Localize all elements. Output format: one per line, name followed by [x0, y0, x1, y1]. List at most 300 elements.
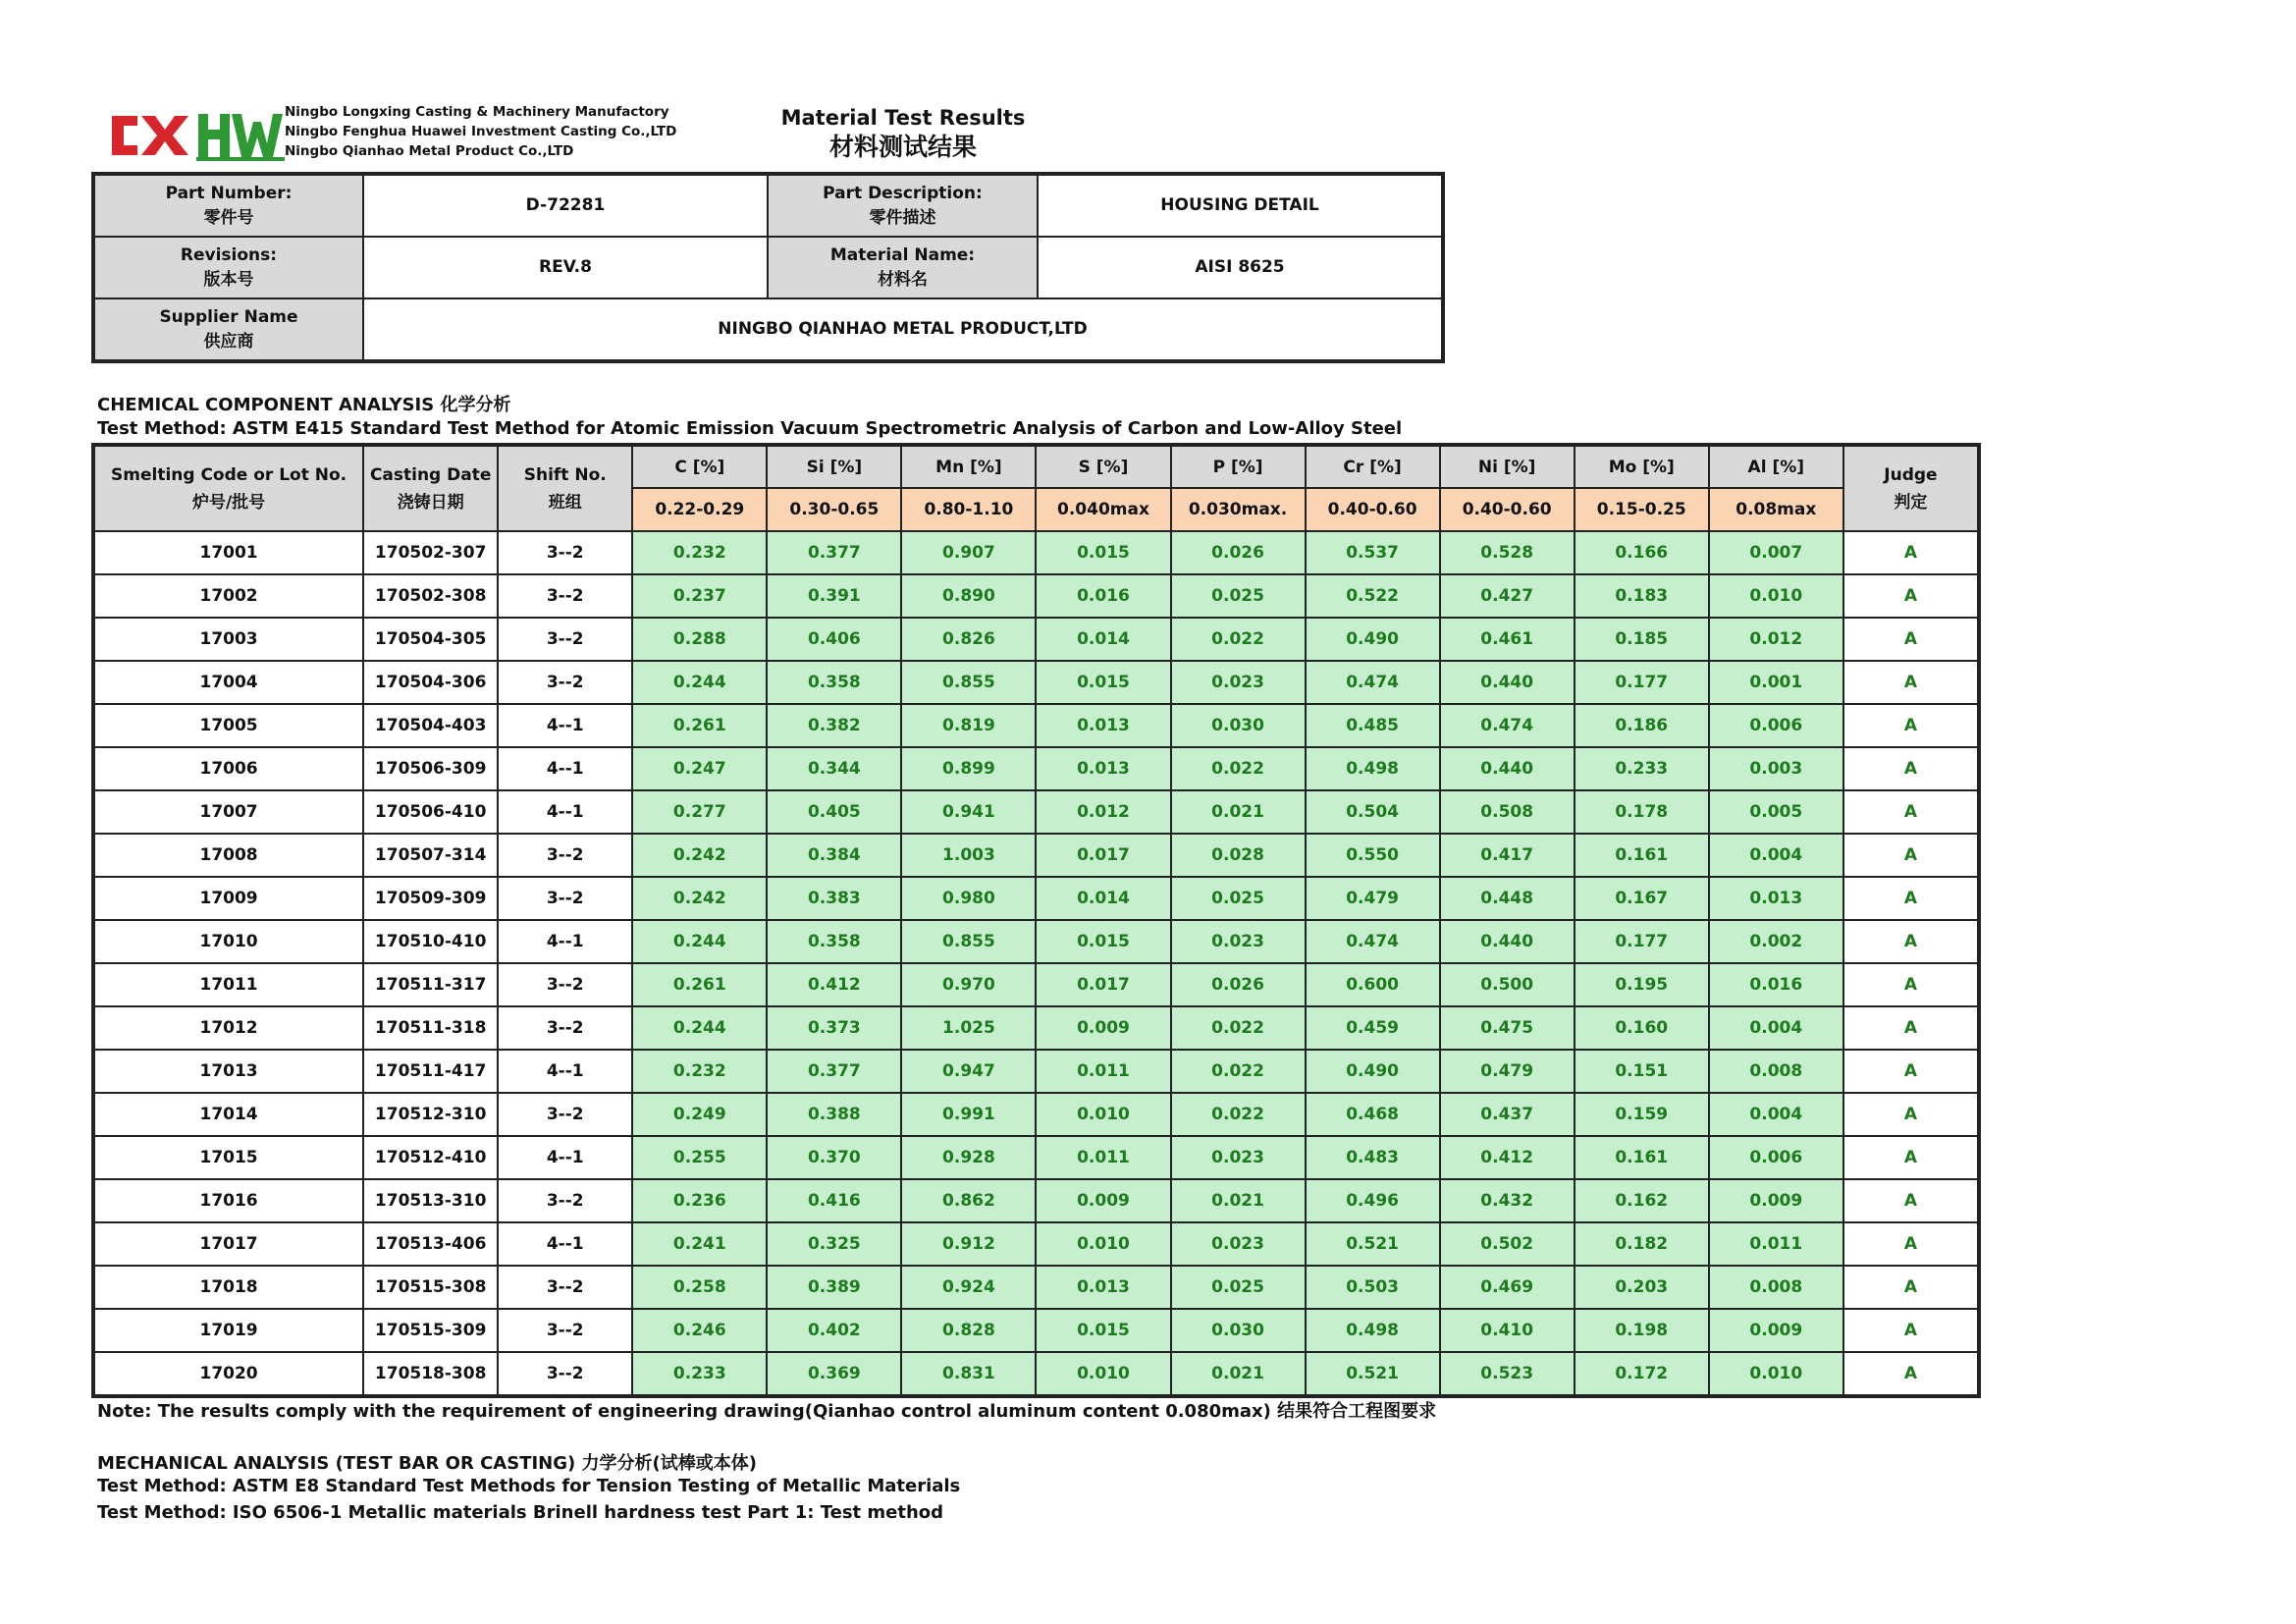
lot-number-cell: 17018 [93, 1266, 363, 1309]
element-value-cell: 0.233 [1575, 747, 1709, 790]
material-name-value: AISI 8625 [1038, 237, 1443, 298]
element-value-cell: 0.237 [632, 574, 767, 618]
element-value-cell: 0.377 [767, 531, 901, 574]
table-row [93, 877, 1979, 920]
element-value-cell: 0.021 [1171, 1179, 1306, 1222]
table-row [93, 1222, 1979, 1266]
element-value-cell: 0.183 [1575, 574, 1709, 618]
table-row [93, 1266, 1979, 1309]
element-value-cell: 0.498 [1306, 1309, 1440, 1352]
table-row [93, 1093, 1979, 1136]
element-value-cell: 0.406 [767, 618, 901, 661]
element-value-cell: 0.232 [632, 1050, 767, 1093]
element-value-cell: 0.023 [1171, 1136, 1306, 1179]
element-value-cell: 0.600 [1306, 963, 1440, 1006]
element-value-cell: 0.831 [901, 1352, 1036, 1396]
judge-cell: A [1843, 1179, 1979, 1222]
casting-date-cell: 170502-308 [363, 574, 498, 618]
element-value-cell: 0.014 [1036, 618, 1170, 661]
element-value-cell: 0.537 [1306, 531, 1440, 574]
element-value-cell: 0.261 [632, 704, 767, 747]
element-value-cell: 0.022 [1171, 618, 1306, 661]
element-value-cell: 0.490 [1306, 1050, 1440, 1093]
lot-number-cell: 17001 [93, 531, 363, 574]
spec-range: 0.030max. [1171, 488, 1306, 531]
lot-number-cell: 17013 [93, 1050, 363, 1093]
element-value-cell: 0.185 [1575, 618, 1709, 661]
element-value-cell: 0.261 [632, 963, 767, 1006]
element-value-cell: 0.015 [1036, 531, 1170, 574]
info-row-supplier [93, 298, 1443, 361]
element-value-cell: 0.440 [1440, 747, 1575, 790]
element-value-cell: 0.388 [767, 1093, 901, 1136]
judge-cell: A [1843, 963, 1979, 1006]
judge-cell: A [1843, 1093, 1979, 1136]
element-value-cell: 0.011 [1709, 1222, 1843, 1266]
casting-date-cell: 170511-417 [363, 1050, 498, 1093]
lot-number-cell: 17008 [93, 834, 363, 877]
element-value-cell: 0.030 [1171, 1309, 1306, 1352]
element-value-cell: 0.030 [1171, 704, 1306, 747]
casting-date-cell: 170504-403 [363, 704, 498, 747]
lot-number-cell: 17016 [93, 1179, 363, 1222]
element-value-cell: 0.013 [1709, 877, 1843, 920]
element-value-cell: 0.474 [1306, 920, 1440, 963]
table-row [93, 790, 1979, 834]
element-value-cell: 0.890 [901, 574, 1036, 618]
table-row [93, 1050, 1979, 1093]
judge-cell: A [1843, 661, 1979, 704]
casting-date-cell: 170512-410 [363, 1136, 498, 1179]
element-value-cell: 0.373 [767, 1006, 901, 1050]
company-name-2: Ningbo Fenghua Huawei Investment Casting Co.,LTD [285, 124, 677, 139]
element-value-cell: 0.242 [632, 877, 767, 920]
element-value-cell: 0.383 [767, 877, 901, 920]
table-row [93, 920, 1979, 963]
element-value-cell: 1.003 [901, 834, 1036, 877]
lot-number-cell: 17005 [93, 704, 363, 747]
element-value-cell: 0.161 [1575, 1136, 1709, 1179]
judge-cell: A [1843, 1266, 1979, 1309]
element-value-cell: 0.377 [767, 1050, 901, 1093]
spec-range: 0.30-0.65 [767, 488, 901, 531]
element-value-cell: 0.461 [1440, 618, 1575, 661]
element-value-cell: 0.899 [901, 747, 1036, 790]
element-value-cell: 0.012 [1709, 618, 1843, 661]
element-value-cell: 0.410 [1440, 1309, 1575, 1352]
element-value-cell: 0.022 [1171, 1006, 1306, 1050]
element-value-cell: 0.182 [1575, 1222, 1709, 1266]
element-value-cell: 1.025 [901, 1006, 1036, 1050]
table-row [93, 1136, 1979, 1179]
casting-date-cell: 170512-310 [363, 1093, 498, 1136]
element-value-cell: 0.160 [1575, 1006, 1709, 1050]
shift-header: Shift No. 班组 [498, 445, 632, 531]
logo-red-mark [112, 116, 188, 155]
shift-cell: 3--2 [498, 877, 632, 920]
part-description-label: Part Description: 零件描述 [768, 174, 1038, 237]
element-value-cell: 0.022 [1171, 1050, 1306, 1093]
element-value-cell: 0.159 [1575, 1093, 1709, 1136]
element-value-cell: 0.521 [1306, 1222, 1440, 1266]
casting-date-cell: 170515-308 [363, 1266, 498, 1309]
element-value-cell: 0.970 [901, 963, 1036, 1006]
title-en: Material Test Results [780, 106, 1026, 130]
lot-number-cell: 17017 [93, 1222, 363, 1266]
element-value-cell: 0.468 [1306, 1093, 1440, 1136]
element-value-cell: 0.498 [1306, 747, 1440, 790]
shift-cell: 4--1 [498, 920, 632, 963]
casting-date-cell: 170502-307 [363, 531, 498, 574]
element-value-cell: 0.014 [1036, 877, 1170, 920]
element-value-cell: 0.172 [1575, 1352, 1709, 1396]
element-value-cell: 0.412 [1440, 1136, 1575, 1179]
judge-cell: A [1843, 704, 1979, 747]
element-value-cell: 0.402 [767, 1309, 901, 1352]
element-value-cell: 0.010 [1036, 1093, 1170, 1136]
element-value-cell: 0.203 [1575, 1266, 1709, 1309]
table-row [93, 1309, 1979, 1352]
judge-cell: A [1843, 790, 1979, 834]
casting-date-cell: 170504-305 [363, 618, 498, 661]
spec-range: 0.22-0.29 [632, 488, 767, 531]
element-value-cell: 0.479 [1306, 877, 1440, 920]
element-value-cell: 0.009 [1709, 1179, 1843, 1222]
element-value-cell: 0.508 [1440, 790, 1575, 834]
element-value-cell: 0.432 [1440, 1179, 1575, 1222]
element-value-cell: 0.023 [1171, 661, 1306, 704]
lot-number-cell: 17012 [93, 1006, 363, 1050]
element-value-cell: 0.008 [1709, 1050, 1843, 1093]
element-value-cell: 0.015 [1036, 920, 1170, 963]
element-value-cell: 0.010 [1709, 574, 1843, 618]
element-value-cell: 0.244 [632, 1006, 767, 1050]
element-value-cell: 0.924 [901, 1266, 1036, 1309]
shift-cell: 3--2 [498, 1179, 632, 1222]
info-row-revision [93, 237, 1443, 298]
judge-header: Judge 判定 [1843, 445, 1979, 531]
element-value-cell: 0.855 [901, 661, 1036, 704]
casting-date-cell: 170504-306 [363, 661, 498, 704]
lot-header: Smelting Code or Lot No. 炉号/批号 [93, 445, 363, 531]
element-value-cell: 0.167 [1575, 877, 1709, 920]
element-value-cell: 0.947 [901, 1050, 1036, 1093]
element-value-cell: 0.010 [1036, 1222, 1170, 1266]
lot-number-cell: 17020 [93, 1352, 363, 1396]
element-value-cell: 0.003 [1709, 747, 1843, 790]
element-value-cell: 0.417 [1440, 834, 1575, 877]
judge-cell: A [1843, 877, 1979, 920]
element-value-cell: 0.474 [1440, 704, 1575, 747]
element-value-cell: 0.485 [1306, 704, 1440, 747]
casting-date-cell: 170509-309 [363, 877, 498, 920]
shift-cell: 4--1 [498, 747, 632, 790]
revision-value: REV.8 [363, 237, 768, 298]
lot-number-cell: 17006 [93, 747, 363, 790]
element-header: Cr [%] [1306, 445, 1440, 488]
lot-number-cell: 17014 [93, 1093, 363, 1136]
element-value-cell: 0.233 [632, 1352, 767, 1396]
element-value-cell: 0.855 [901, 920, 1036, 963]
element-value-cell: 0.826 [901, 618, 1036, 661]
shift-cell: 3--2 [498, 618, 632, 661]
judge-cell: A [1843, 1309, 1979, 1352]
element-value-cell: 0.469 [1440, 1266, 1575, 1309]
element-value-cell: 0.502 [1440, 1222, 1575, 1266]
chemical-analysis-table [91, 443, 1981, 1398]
element-value-cell: 0.389 [767, 1266, 901, 1309]
element-value-cell: 0.177 [1575, 920, 1709, 963]
part-description-value: HOUSING DETAIL [1038, 174, 1443, 237]
element-value-cell: 0.490 [1306, 618, 1440, 661]
element-value-cell: 0.862 [901, 1179, 1036, 1222]
element-value-cell: 0.907 [901, 531, 1036, 574]
casting-date-cell: 170506-410 [363, 790, 498, 834]
element-value-cell: 0.358 [767, 920, 901, 963]
element-value-cell: 0.521 [1306, 1352, 1440, 1396]
element-value-cell: 0.249 [632, 1093, 767, 1136]
element-value-cell: 0.416 [767, 1179, 901, 1222]
part-number-label: Part Number: 零件号 [93, 174, 363, 237]
element-value-cell: 0.151 [1575, 1050, 1709, 1093]
element-value-cell: 0.255 [632, 1136, 767, 1179]
element-value-cell: 0.344 [767, 747, 901, 790]
shift-cell: 3--2 [498, 531, 632, 574]
element-value-cell: 0.023 [1171, 1222, 1306, 1266]
element-value-cell: 0.025 [1171, 574, 1306, 618]
element-value-cell: 0.503 [1306, 1266, 1440, 1309]
element-header: Ni [%] [1440, 445, 1575, 488]
element-header: Si [%] [767, 445, 901, 488]
shift-cell: 4--1 [498, 790, 632, 834]
element-header: Mn [%] [901, 445, 1036, 488]
casting-date-cell: 170511-318 [363, 1006, 498, 1050]
element-value-cell: 0.013 [1036, 704, 1170, 747]
shift-cell: 3--2 [498, 661, 632, 704]
part-number-value: D-72281 [363, 174, 768, 237]
spec-range: 0.40-0.60 [1440, 488, 1575, 531]
element-value-cell: 0.007 [1709, 531, 1843, 574]
element-value-cell: 0.232 [632, 531, 767, 574]
shift-cell: 3--2 [498, 1093, 632, 1136]
element-value-cell: 0.504 [1306, 790, 1440, 834]
element-value-cell: 0.177 [1575, 661, 1709, 704]
shift-cell: 4--1 [498, 1136, 632, 1179]
mechanical-test-method-hardness: Test Method: ISO 6506-1 Metallic materials Brinell hardness test Part 1: Test method [97, 1502, 944, 1523]
element-value-cell: 0.412 [767, 963, 901, 1006]
judge-cell: A [1843, 1352, 1979, 1396]
element-value-cell: 0.991 [901, 1093, 1036, 1136]
element-value-cell: 0.002 [1709, 920, 1843, 963]
shift-cell: 3--2 [498, 574, 632, 618]
shift-cell: 3--2 [498, 1006, 632, 1050]
lot-number-cell: 17019 [93, 1309, 363, 1352]
logo-green-mark [196, 114, 285, 161]
company-name-3: Ningbo Qianhao Metal Product Co.,LTD [285, 143, 574, 159]
element-value-cell: 0.010 [1036, 1352, 1170, 1396]
judge-cell: A [1843, 1006, 1979, 1050]
element-value-cell: 0.017 [1036, 963, 1170, 1006]
element-value-cell: 0.325 [767, 1222, 901, 1266]
element-value-cell: 0.186 [1575, 704, 1709, 747]
element-value-cell: 0.440 [1440, 661, 1575, 704]
element-value-cell: 0.022 [1171, 747, 1306, 790]
element-value-cell: 0.016 [1036, 574, 1170, 618]
table-row [93, 704, 1979, 747]
element-value-cell: 0.198 [1575, 1309, 1709, 1352]
element-value-cell: 0.009 [1709, 1309, 1843, 1352]
company-names [285, 102, 676, 161]
table-row [93, 661, 1979, 704]
element-value-cell: 0.474 [1306, 661, 1440, 704]
element-header: Al [%] [1709, 445, 1843, 488]
element-value-cell: 0.405 [767, 790, 901, 834]
casting-date-cell: 170515-309 [363, 1309, 498, 1352]
element-value-cell: 0.500 [1440, 963, 1575, 1006]
judge-cell: A [1843, 920, 1979, 963]
lot-number-cell: 17003 [93, 618, 363, 661]
material-name-label: Material Name: 材料名 [768, 237, 1038, 298]
table-row [93, 574, 1979, 618]
shift-cell: 3--2 [498, 834, 632, 877]
element-header: C [%] [632, 445, 767, 488]
element-value-cell: 0.459 [1306, 1006, 1440, 1050]
element-value-cell: 0.440 [1440, 920, 1575, 963]
element-value-cell: 0.011 [1036, 1050, 1170, 1093]
element-value-cell: 0.980 [901, 877, 1036, 920]
lot-number-cell: 17011 [93, 963, 363, 1006]
element-value-cell: 0.008 [1709, 1266, 1843, 1309]
element-value-cell: 0.358 [767, 661, 901, 704]
casting-date-cell: 170506-309 [363, 747, 498, 790]
element-value-cell: 0.025 [1171, 877, 1306, 920]
element-value-cell: 0.242 [632, 834, 767, 877]
judge-cell: A [1843, 1050, 1979, 1093]
element-header: Mo [%] [1575, 445, 1709, 488]
element-value-cell: 0.928 [901, 1136, 1036, 1179]
judge-cell: A [1843, 531, 1979, 574]
table-row [93, 747, 1979, 790]
element-value-cell: 0.483 [1306, 1136, 1440, 1179]
element-value-cell: 0.009 [1036, 1179, 1170, 1222]
chemical-section-title: CHEMICAL COMPONENT ANALYSIS 化学分析 [97, 395, 511, 415]
element-value-cell: 0.013 [1036, 747, 1170, 790]
element-value-cell: 0.195 [1575, 963, 1709, 1006]
mechanical-section-title: MECHANICAL ANALYSIS (TEST BAR OR CASTING) 力学分析(试棒或本体) [97, 1453, 757, 1474]
supplier-label: Supplier Name 供应商 [93, 298, 363, 361]
element-value-cell: 0.277 [632, 790, 767, 834]
element-value-cell: 0.026 [1171, 963, 1306, 1006]
casting-date-header: Casting Date 浇铸日期 [363, 445, 498, 531]
spec-range: 0.40-0.60 [1306, 488, 1440, 531]
element-value-cell: 0.370 [767, 1136, 901, 1179]
lot-number-cell: 17002 [93, 574, 363, 618]
lot-number-cell: 17007 [93, 790, 363, 834]
element-value-cell: 0.427 [1440, 574, 1575, 618]
shift-cell: 3--2 [498, 1266, 632, 1309]
title-cn: 材料测试结果 [828, 133, 977, 161]
element-value-cell: 0.006 [1709, 1136, 1843, 1179]
lot-number-cell: 17004 [93, 661, 363, 704]
element-value-cell: 0.448 [1440, 877, 1575, 920]
spec-range: 0.040max [1036, 488, 1170, 531]
element-value-cell: 0.001 [1709, 661, 1843, 704]
spec-range: 0.15-0.25 [1575, 488, 1709, 531]
mechanical-test-method-tension: Test Method: ASTM E8 Standard Test Methods for Tension Testing of Metallic Materials [97, 1476, 961, 1496]
lot-number-cell: 17015 [93, 1136, 363, 1179]
casting-date-cell: 170511-317 [363, 963, 498, 1006]
chemical-table-body [93, 531, 1979, 1396]
company-logo [108, 108, 285, 163]
element-value-cell: 0.437 [1440, 1093, 1575, 1136]
shift-cell: 3--2 [498, 1352, 632, 1396]
element-value-cell: 0.166 [1575, 531, 1709, 574]
judge-cell: A [1843, 1222, 1979, 1266]
element-value-cell: 0.015 [1036, 661, 1170, 704]
element-value-cell: 0.241 [632, 1222, 767, 1266]
element-value-cell: 0.550 [1306, 834, 1440, 877]
element-value-cell: 0.162 [1575, 1179, 1709, 1222]
chemical-test-method: Test Method: ASTM E415 Standard Test Method for Atomic Emission Vacuum Spectrometric Analysis of Carbon and Low-Alloy Steel [97, 418, 1403, 439]
table-row [93, 1006, 1979, 1050]
casting-date-cell: 170518-308 [363, 1352, 498, 1396]
element-value-cell: 0.912 [901, 1222, 1036, 1266]
document-title [746, 104, 1060, 163]
spec-range: 0.80-1.10 [901, 488, 1036, 531]
table-row [93, 1352, 1979, 1396]
element-value-cell: 0.015 [1036, 1309, 1170, 1352]
supplier-value: NINGBO QIANHAO METAL PRODUCT,LTD [363, 298, 1443, 361]
element-header-row [93, 445, 1979, 488]
element-value-cell: 0.828 [901, 1309, 1036, 1352]
element-value-cell: 0.023 [1171, 920, 1306, 963]
judge-cell: A [1843, 834, 1979, 877]
table-row [93, 531, 1979, 574]
element-value-cell: 0.178 [1575, 790, 1709, 834]
element-value-cell: 0.013 [1036, 1266, 1170, 1309]
table-row [93, 1179, 1979, 1222]
element-value-cell: 0.025 [1171, 1266, 1306, 1309]
element-value-cell: 0.021 [1171, 1352, 1306, 1396]
part-info-table [91, 172, 1445, 363]
element-value-cell: 0.523 [1440, 1352, 1575, 1396]
element-value-cell: 0.017 [1036, 834, 1170, 877]
element-value-cell: 0.244 [632, 920, 767, 963]
element-value-cell: 0.479 [1440, 1050, 1575, 1093]
element-value-cell: 0.246 [632, 1309, 767, 1352]
company-name-1: Ningbo Longxing Casting & Machinery Manufactory [285, 104, 669, 120]
casting-date-cell: 170513-406 [363, 1222, 498, 1266]
element-header: P [%] [1171, 445, 1306, 488]
shift-cell: 3--2 [498, 1309, 632, 1352]
judge-cell: A [1843, 1136, 1979, 1179]
element-value-cell: 0.247 [632, 747, 767, 790]
element-value-cell: 0.384 [767, 834, 901, 877]
element-value-cell: 0.369 [767, 1352, 901, 1396]
lot-number-cell: 17010 [93, 920, 363, 963]
element-value-cell: 0.011 [1036, 1136, 1170, 1179]
judge-cell: A [1843, 574, 1979, 618]
element-value-cell: 0.005 [1709, 790, 1843, 834]
element-value-cell: 0.941 [901, 790, 1036, 834]
shift-cell: 4--1 [498, 1222, 632, 1266]
judge-cell: A [1843, 618, 1979, 661]
element-value-cell: 0.382 [767, 704, 901, 747]
revisions-label: Revisions: 版本号 [93, 237, 363, 298]
info-row-part [93, 174, 1443, 237]
element-value-cell: 0.028 [1171, 834, 1306, 877]
table-row [93, 834, 1979, 877]
